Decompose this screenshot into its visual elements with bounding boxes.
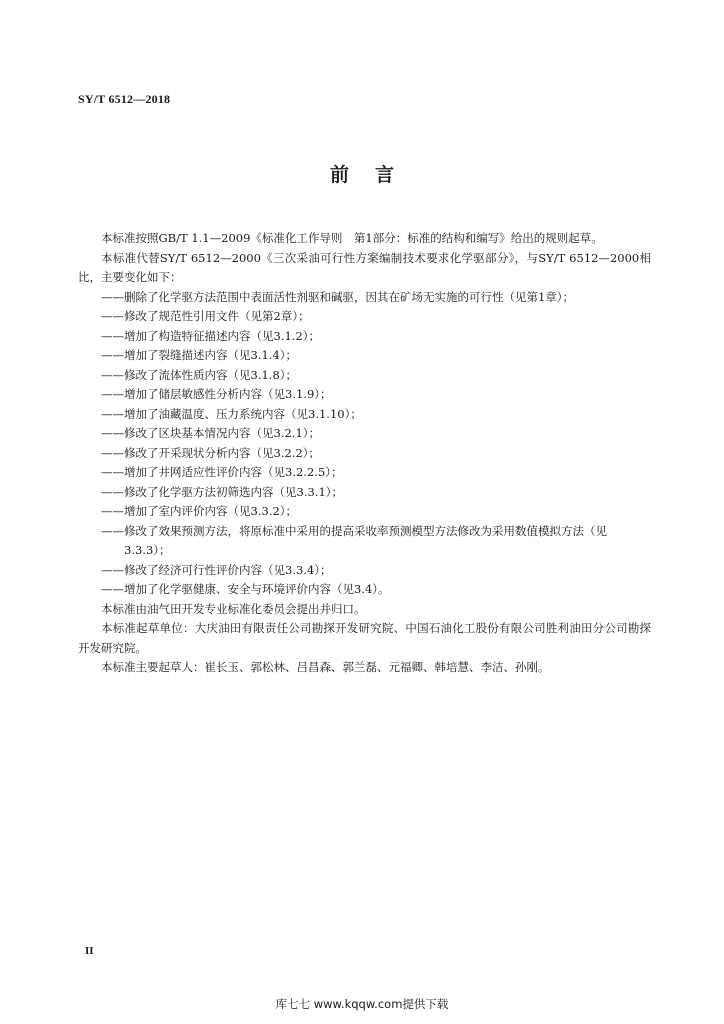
change-item: ——修改了开采现状分析内容（见3.2.2）； bbox=[101, 445, 321, 460]
drafting-rule-paragraph: 本标准按照GB/T 1.1—2009《标准化工作导则 第1部分：标准的结构和编写》给出的规则起草。 bbox=[101, 231, 603, 245]
change-item: ——增加了室内评价内容（见3.3.2）； bbox=[101, 504, 298, 518]
change-item: ——增加了油藏温度、压力系统内容（见3.1.10）； bbox=[101, 406, 362, 421]
change-item: ——修改了流体性质内容（见3.1.8）； bbox=[101, 367, 298, 382]
drafting-units-paragraph: 本标准起草单位：大庆油田有限责任公司勘探开发研究院、中国石油化工股份有限公司胜利油田分公司勘探开发研究院。 bbox=[78, 621, 651, 655]
replacement-paragraph: 本标准代替SY/T 6512—2000《三次采油可行性方案编制技术要求化学驱部分》，与SY/T 6512—2000相比，主要变化如下： bbox=[78, 250, 651, 284]
standard-code: SY/T 6512—2018 bbox=[78, 92, 171, 106]
page-title: 前言 bbox=[329, 164, 420, 186]
change-item: ——增加了构造特征描述内容（见3.1.2）； bbox=[101, 328, 321, 343]
change-item: ——修改了经济可行性评价内容（见3.3.4）； bbox=[101, 562, 332, 577]
drafters-paragraph: 本标准主要起草人：崔长玉、郭松林、吕昌森、郭兰磊、元福卿、韩培慧、李洁、孙刚。 bbox=[101, 660, 550, 674]
page-number: II bbox=[85, 945, 94, 957]
proposer-paragraph: 本标准由油气田开发专业标准化委员会提出并归口。 bbox=[101, 601, 366, 616]
change-item: ——修改了区块基本情况内容（见3.2.1）； bbox=[101, 426, 321, 440]
change-item: ——修改了效果预测方法，将原标准中采用的提高采收率预测模型方法修改为采用数值模拟方法（见3.3.3）； bbox=[101, 523, 607, 557]
change-item: ——增加了储层敏感性分析内容（见3.1.9）； bbox=[101, 387, 332, 401]
change-item: ——增加了井网适应性评价内容（见3.2.2.5）； bbox=[101, 465, 343, 479]
change-item: ——修改了化学驱方法初筛选内容（见3.3.1）； bbox=[101, 484, 344, 499]
change-item: ——修改了规范性引用文件（见第2章）； bbox=[101, 309, 310, 323]
change-item: ——增加了化学驱健康、安全与环境评价内容（见3.4）。 bbox=[101, 582, 390, 596]
document-body bbox=[78, 229, 651, 678]
change-item: ——增加了裂缝描述内容（见3.1.4）； bbox=[101, 348, 298, 362]
change-list bbox=[78, 288, 651, 600]
download-footer: 库七七 www.kqqw.com提供下载 bbox=[275, 997, 449, 1011]
change-item: ——删除了化学驱方法范围中表面活性剂驱和碱驱，因其在矿场无实施的可行性（见第1章）； bbox=[101, 289, 575, 304]
